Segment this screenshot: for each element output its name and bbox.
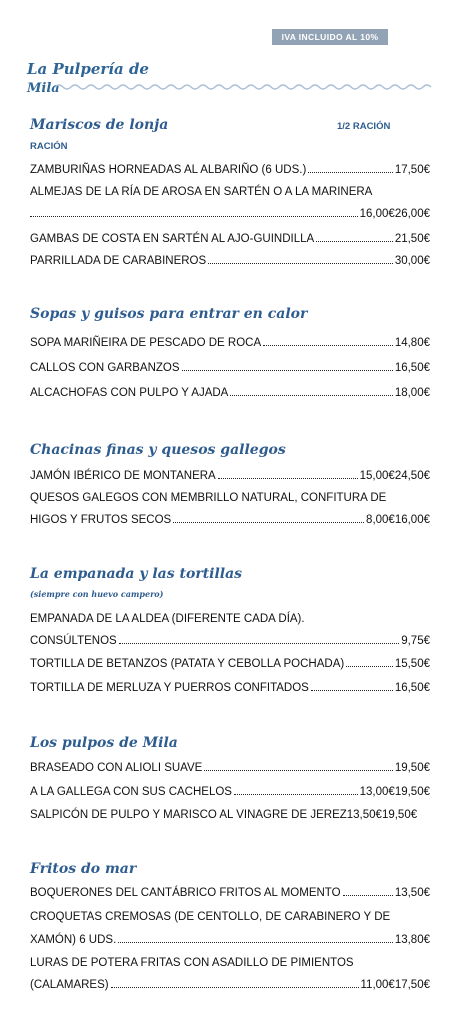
menu-item bbox=[30, 782, 430, 798]
dot-leader bbox=[30, 216, 358, 217]
menu-item bbox=[30, 488, 430, 504]
menu-item-continuation bbox=[30, 975, 430, 991]
dot-leader bbox=[343, 895, 393, 896]
item-name: A LA GALLEGA CON SUS CACHELOS bbox=[30, 786, 232, 798]
item-price: 8,00€16,00€ bbox=[366, 514, 430, 526]
item-price: 17,50€ bbox=[394, 164, 430, 176]
item-name: CALLOS CON GARBANZOS bbox=[30, 362, 180, 374]
menu-item bbox=[30, 758, 430, 774]
item-name: PARRILLADA DE CARABINEROS bbox=[30, 255, 207, 267]
menu-item bbox=[30, 358, 430, 374]
item-name: BOQUERONES DEL CANTÁBRICO FRITOS AL MOMENTO bbox=[30, 887, 341, 899]
item-price: 30,00€ bbox=[394, 255, 430, 267]
section-title-mariscos: Mariscos de lonja bbox=[30, 117, 169, 133]
item-name: EMPANADA DE LA ALDEA (DIFERENTE CADA DÍA). bbox=[30, 613, 305, 625]
dot-leader bbox=[218, 478, 358, 479]
item-name: SALPICÓN DE PULPO Y MARISCO AL VINAGRE DE JEREZ13,50€19,50€ bbox=[30, 809, 418, 821]
dot-leader bbox=[311, 690, 393, 691]
item-price: 11,00€17,50€ bbox=[360, 979, 430, 991]
section-subtitle-empanada: (siempre con huevo campero) bbox=[30, 589, 164, 599]
item-name-continued: CONSÚLTENOS bbox=[30, 635, 117, 647]
menu-item bbox=[30, 654, 430, 670]
menu-item bbox=[30, 229, 430, 245]
item-name: BRASEADO CON ALIOLI SUAVE bbox=[30, 762, 203, 774]
section-title-pulpos: Los pulpos de Mila bbox=[30, 735, 178, 751]
item-name: QUESOS GALEGOS CON MEMBRILLO NATURAL, CONFITURA DE bbox=[30, 492, 387, 504]
dot-leader bbox=[308, 172, 393, 173]
item-name: JAMÓN IBÉRICO DE MONTANERA bbox=[30, 470, 216, 482]
item-price: 16,00€26,00€ bbox=[359, 208, 430, 220]
item-name: TORTILLA DE BETANZOS (PATATA Y CEBOLLA POCHADA) bbox=[30, 658, 345, 670]
item-name: SOPA MARIÑEIRA DE PESCADO DE ROCA bbox=[30, 337, 262, 349]
menu-item bbox=[30, 678, 430, 694]
column-half-ration: 1/2 RACIÓN bbox=[337, 121, 391, 132]
brand-line-1: La Pulpería de bbox=[27, 60, 149, 78]
iva-included-badge: IVA INCLUIDO AL 10% bbox=[272, 29, 388, 45]
item-price: 13,80€ bbox=[394, 934, 430, 946]
wave-divider-icon bbox=[55, 82, 435, 92]
menu-item-continuation bbox=[30, 204, 430, 220]
dot-leader bbox=[173, 522, 364, 523]
dot-leader bbox=[346, 666, 393, 667]
section-title-sopas: Sopas y guisos para entrar en calor bbox=[30, 306, 308, 322]
menu-item bbox=[30, 160, 430, 176]
dot-leader bbox=[111, 987, 359, 988]
dot-leader bbox=[208, 263, 393, 264]
menu-item bbox=[30, 953, 430, 969]
item-price: 16,50€ bbox=[394, 362, 430, 374]
item-name: ZAMBURIÑAS HORNEADAS AL ALBARIÑO (6 UDS.) bbox=[30, 164, 307, 176]
item-name-continued: (CALAMARES) bbox=[30, 979, 109, 991]
item-price: 18,00€ bbox=[394, 387, 430, 399]
menu-item bbox=[30, 805, 440, 821]
item-price: 9,75€ bbox=[401, 635, 430, 647]
item-price: 21,50€ bbox=[394, 233, 430, 245]
dot-leader bbox=[204, 770, 392, 771]
item-name: ALMEJAS DE LA RÍA DE AROSA EN SARTÉN O A LA MARINERA bbox=[30, 186, 373, 198]
dot-leader bbox=[263, 345, 393, 346]
item-name: CROQUETAS CREMOSAS (DE CENTOLLO, DE CARABINERO Y DE bbox=[30, 911, 391, 923]
item-price: 16,50€ bbox=[394, 682, 430, 694]
item-name: LURAS DE POTERA FRITAS CON ASADILLO DE PIMIENTOS bbox=[30, 957, 354, 969]
dot-leader bbox=[182, 370, 393, 371]
menu-item bbox=[30, 907, 430, 923]
item-name: GAMBAS DE COSTA EN SARTÉN AL AJO-GUINDILLA bbox=[30, 233, 315, 245]
dot-leader bbox=[118, 942, 393, 943]
menu-item-continuation bbox=[30, 631, 430, 647]
menu-item bbox=[30, 383, 430, 399]
dot-leader bbox=[316, 241, 393, 242]
section-title-empanada: La empanada y las tortillas bbox=[30, 566, 243, 582]
menu-item-continuation bbox=[30, 510, 430, 526]
section-title-fritos: Fritos do mar bbox=[30, 861, 137, 877]
item-price: 15,50€ bbox=[394, 658, 430, 670]
menu-item bbox=[30, 182, 430, 198]
item-price: 15,00€24,50€ bbox=[359, 470, 430, 482]
dot-leader bbox=[230, 395, 392, 396]
brand-line-2: Mila bbox=[27, 81, 60, 96]
item-name: TORTILLA DE MERLUZA Y PUERROS CONFITADOS bbox=[30, 682, 309, 694]
dot-leader bbox=[119, 643, 400, 644]
item-price: 14,80€ bbox=[394, 337, 430, 349]
menu-item bbox=[30, 883, 430, 899]
brand-logo bbox=[27, 60, 149, 100]
item-name-continued: XAMÓN) 6 UDS. bbox=[30, 934, 117, 946]
item-price: 19,50€ bbox=[394, 762, 430, 774]
menu-item-continuation bbox=[30, 930, 430, 946]
section-title-chacinas: Chacinas finas y quesos gallegos bbox=[30, 442, 286, 458]
item-price: 13,50€ bbox=[394, 887, 430, 899]
menu-item bbox=[30, 609, 430, 625]
menu-item bbox=[30, 251, 430, 267]
item-name-continued: HIGOS Y FRUTOS SECOS bbox=[30, 514, 172, 526]
dot-leader bbox=[234, 794, 358, 795]
menu-item bbox=[30, 333, 430, 349]
item-price: 13,00€19,50€ bbox=[359, 786, 430, 798]
item-name: ALCACHOFAS CON PULPO Y AJADA bbox=[30, 387, 229, 399]
menu-item bbox=[30, 466, 430, 482]
column-full-ration: RACIÓN bbox=[30, 141, 68, 152]
